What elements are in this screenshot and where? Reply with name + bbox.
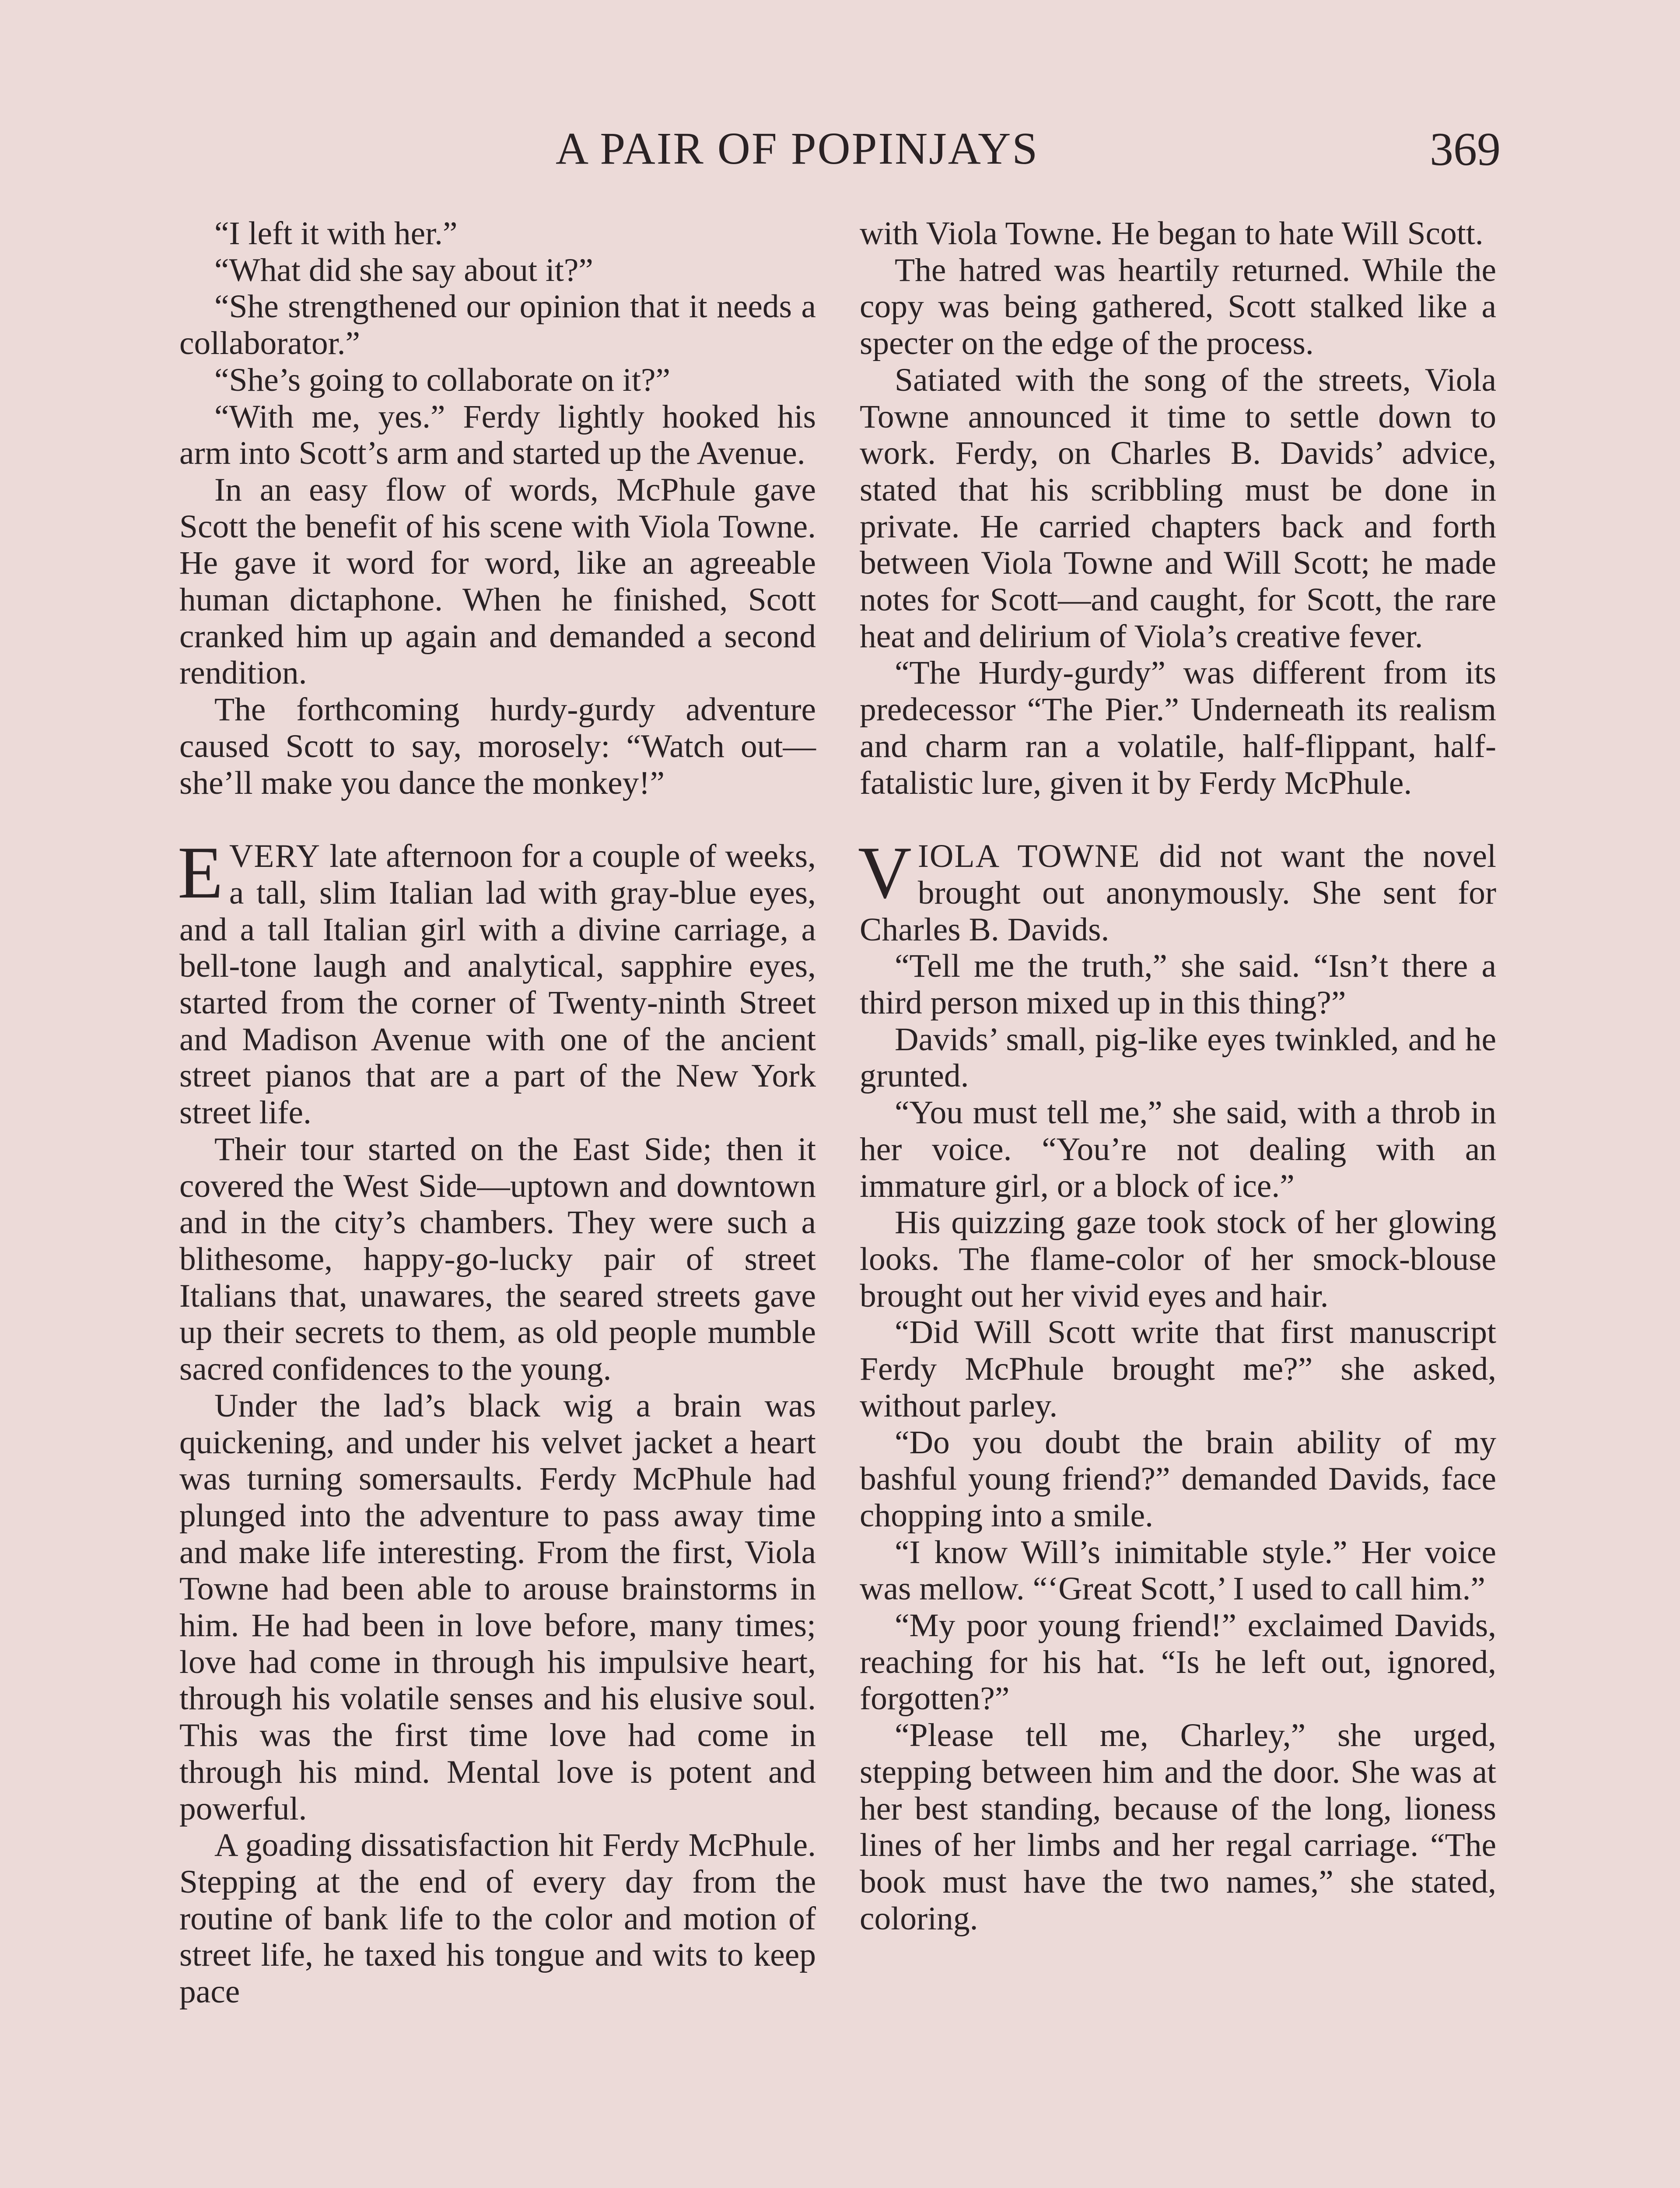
- paragraph: “Did Will Scott write that first manuscript Ferdy McPhule brought me?” she asked, without parley.: [860, 1314, 1496, 1424]
- paragraph: “My poor young friend!” exclaimed Davids, reaching for his hat. “Is he left out, ignored, forgotten?”: [860, 1607, 1496, 1717]
- paragraph: “Do you doubt the brain ability of my bashful young friend?” demanded Davids, face chopping into a smile.: [860, 1424, 1496, 1534]
- lead-in-word: VERY: [229, 838, 321, 875]
- paragraph: “With me, yes.” Ferdy lightly hooked his arm into Scott’s arm and started up the Avenue.: [179, 398, 816, 472]
- section-break: [860, 801, 1496, 838]
- paragraph: “You must tell me,” she said, with a throb in her voice. “You’re not dealing with an immature girl, or a block of ice.”: [860, 1094, 1496, 1204]
- page-header: [0, 115, 1680, 176]
- paragraph: His quizzing gaze took stock of her glowing looks. The flame-color of her smock-blouse brought out her vivid eyes and hair.: [860, 1204, 1496, 1314]
- paragraph: “What did she say about it?”: [214, 252, 593, 288]
- paragraph: “The Hurdy-gurdy” was different from its predecessor “The Pier.” Underneath its realism and charm ran a volatile, half-flippant, half-fatalistic lure, given it by Ferdy McPhule.: [860, 655, 1496, 801]
- page-number: 369: [1430, 123, 1501, 175]
- paragraph: The hatred was heartily returned. While the copy was being gathered, Scott stalked like a specter on the edge of the process.: [860, 252, 1496, 362]
- section-opening-paragraph: [178, 831, 816, 1131]
- paragraph: “She’s going to collaborate on it?”: [214, 361, 671, 398]
- continued-paragraph: with Viola Towne. He began to hate Will Scott.: [860, 215, 1484, 252]
- paragraph: “Please tell me, Charley,” she urged, stepping between him and the door. She was at her best standing, because of the long, lioness lines of her limbs and her regal carriage. “The book must have the two names,” she stated, coloring.: [860, 1717, 1496, 1937]
- paragraph: In an easy flow of words, McPhule gave Scott the benefit of his scene with Viola Towne. He gave it word for word, like an agreeable human dictaphone. When he finished, Scott cranked him up again and demanded a second rendition.: [179, 471, 816, 691]
- right-column: [860, 215, 1496, 2188]
- drop-cap: E: [178, 831, 223, 914]
- paragraph: Davids’ small, pig-like eyes twinkled, and he grunted.: [860, 1021, 1496, 1094]
- paragraph: Satiated with the song of the streets, Viola Towne announced it time to settle down to work. Ferdy, on Charles B. Davids’ advice, stated that his scribbling must be done in private. He carried chapters back and forth between Viola Towne and Will Scott; he made notes for Scott—and caught, for Scott, the rare heat and delirium of Viola’s creative fever.: [860, 361, 1496, 655]
- paragraph-text: late afternoon for a couple of weeks, a tall, slim Italian lad with gray-blue eyes, and a tall Italian girl with a divine carriage, a bell-tone laugh and analytical, sapphire eyes, started from the corner of Twenty-ninth Street and Madison Avenue with one of the ancient street pianos that are a part of the New York street life.: [179, 838, 816, 1131]
- paragraph: “Tell me the truth,” she said. “Isn’t there a third person mixed up in this thing?”: [860, 948, 1496, 1021]
- lead-in-word: IOLA TOWNE: [917, 838, 1141, 875]
- section-opening-paragraph: [858, 831, 1497, 948]
- left-column: [179, 215, 816, 2188]
- section-break: [179, 801, 816, 838]
- paragraph: Their tour started on the East Side; then it covered the West Side—uptown and downtown and in the city’s chambers. They were such a blithesome, happy-go-lucky pair of street Italians that, unawares, the seared streets gave up their secrets to them, as old people mumble sacred confidences to the young.: [179, 1131, 816, 1388]
- paragraph: “I know Will’s inimitable style.” Her voice was mellow. “‘Great Scott,’ I used to call him.”: [860, 1534, 1496, 1607]
- paragraph: A goading dissatisfaction hit Ferdy McPhule. Stepping at the end of every day from the routine of bank life to the color and motion of street life, he taxed his tongue and wits to keep pace: [179, 1827, 816, 2010]
- running-title: A PAIR OF POPINJAYS: [556, 123, 1039, 174]
- paragraph: Under the lad’s black wig a brain was quickening, and under his velvet jacket a heart was turning somersaults. Ferdy McPhule had plunged into the adventure to pass away time and make life interesting. From the first, Viola Towne had been able to arouse brainstorms in him. He had been in love before, many times; love had come in through his impulsive heart, through his volatile senses and his elusive soul. This was the first time love had come in through his mind. Mental love is potent and powerful.: [179, 1387, 816, 1827]
- paragraph: The forthcoming hurdy-gurdy adventure caused Scott to say, morosely: “Watch out—she’ll make you dance the monkey!”: [179, 691, 816, 801]
- paragraph: “She strengthened our opinion that it needs a collaborator.”: [179, 288, 816, 362]
- paragraph: “I left it with her.”: [214, 215, 458, 252]
- paragraph-text: did not want the novel brought out anonymously. She sent for Charles B. Davids.: [860, 838, 1497, 948]
- drop-cap: V: [858, 831, 912, 914]
